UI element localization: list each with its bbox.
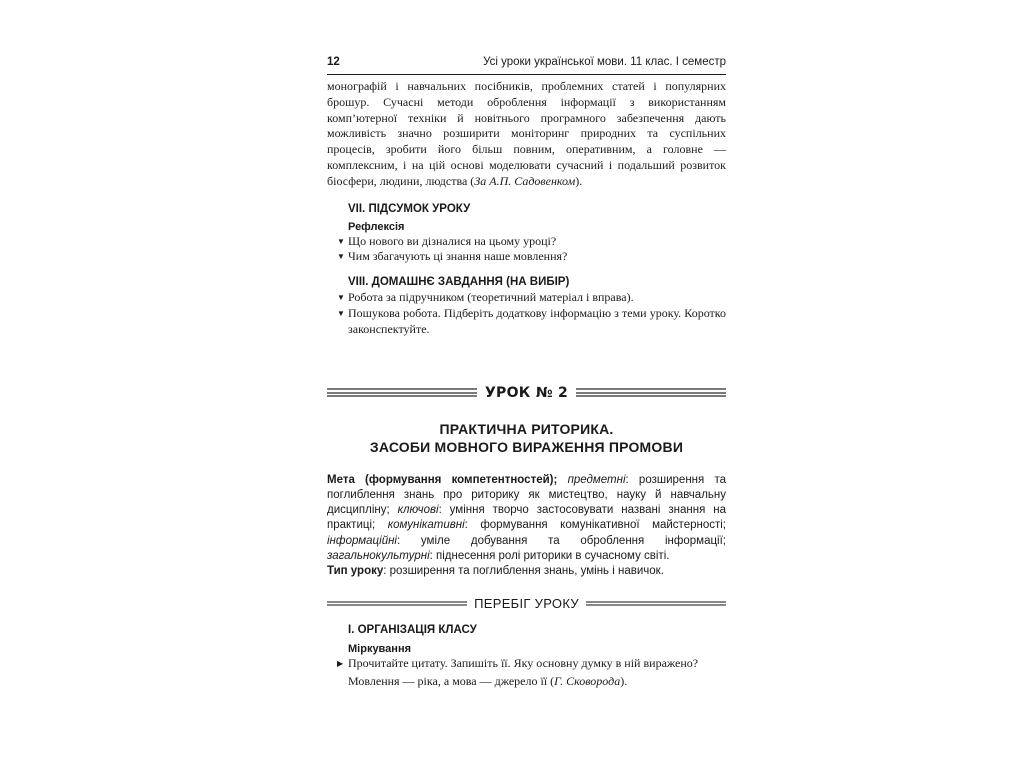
lesson-type-label: Тип уроку [327, 565, 384, 578]
section1-list [327, 656, 726, 672]
topic-line-1: ПРАКТИЧНА РИТОРИКА. [439, 420, 614, 437]
list-item: ▼ Чим збагачують ці знання наше мовлення? [337, 249, 568, 264]
book-title: Усі уроки української мови. 11 клас. І семестр [483, 56, 726, 68]
section8-list [327, 290, 726, 337]
intro-text: монографій і навчальних посібників, проблемних статей і популярних брошур. Сучасні методи оброблення інформації з використанням комп’ютерної техніки й новітнього програмного забезпечення дають можливість значно розширити моніторинг природних та суспільних процесів, зробити його більш повним, оперативним, а головне — комплексним, і на цій основі моделювати сучасний і подальший розвиток біосфери, людини, людства ( [327, 79, 726, 188]
section8-heading: VIII. ДОМАШНЄ ЗАВДАННЯ (НА ВИБІР) [348, 276, 570, 289]
running-head [327, 56, 726, 75]
intro-paragraph [327, 79, 726, 190]
course-title: ПЕРЕБІГ УРОКУ [474, 596, 579, 612]
goal-paragraph: Мета (формування компетентностей); предметні: розширення та поглиблення знань про риторику як мистецтво, науку й навчальну дисципліну; ключові: уміння творчо застосовувати названі знання на практиці; комунікативні: формування комунікативної майстерності; інформаційні: уміле добування та оброблення інформації; загальнокультурні: піднесення ролі риторики в сучасному світі. [327, 473, 726, 563]
divider-right [586, 601, 726, 606]
course-divider [327, 596, 726, 612]
quote-paragraph: Мовлення — ріка, а мова — джерело її (Г. Сковорода). [348, 674, 628, 689]
section7-subheading: Рефлексія [348, 220, 405, 233]
triangle-right-icon: ▶ [337, 658, 344, 668]
intro-end: ). [575, 173, 583, 188]
section1-heading: I. ОРГАНІЗАЦІЯ КЛАСУ [348, 623, 477, 636]
lesson-title: УРОК № 2 [484, 384, 569, 401]
list-item: ▼ Що нового ви дізналися на цьому уроці? [337, 233, 557, 248]
book-page [327, 56, 726, 690]
quote-source: Г. Сковорода [554, 674, 621, 689]
page-number: 12 [327, 56, 340, 68]
triangle-down-icon: ▼ [337, 252, 345, 262]
triangle-down-icon: ▼ [337, 236, 345, 246]
section1-subheading: Міркування [348, 642, 412, 655]
intro-source: За А.П. Садовенком [474, 173, 576, 188]
triangle-down-icon: ▼ [337, 293, 345, 303]
topic-line-2: ЗАСОБИ МОВНОГО ВИРАЖЕННЯ ПРОМОВИ [369, 438, 684, 455]
divider-left [327, 601, 467, 606]
section7-list [327, 234, 726, 266]
list-item: ▶ Прочитайте цитату. Запишіть її. Яку основну думку в ній виражено? [337, 655, 699, 670]
goal-label: Мета (формування компетентностей); [327, 473, 558, 486]
list-item: ▼ Робота за підручником (теоретичний матеріал і вправа). [337, 290, 634, 305]
divider-left [327, 388, 477, 397]
lesson-type-paragraph: Тип уроку: розширення та поглиблення знань, умінь і навичок. [327, 565, 664, 578]
topic-title [327, 420, 726, 456]
lesson-divider [327, 384, 726, 402]
list-item: ▼ Пошукова робота. Підберіть додаткову інформацію з теми уроку. Коротко законспектуйте. [337, 305, 726, 336]
section7-heading: VII. ПІДСУМОК УРОКУ [348, 202, 471, 215]
triangle-down-icon: ▼ [337, 308, 345, 318]
divider-right [576, 388, 726, 397]
